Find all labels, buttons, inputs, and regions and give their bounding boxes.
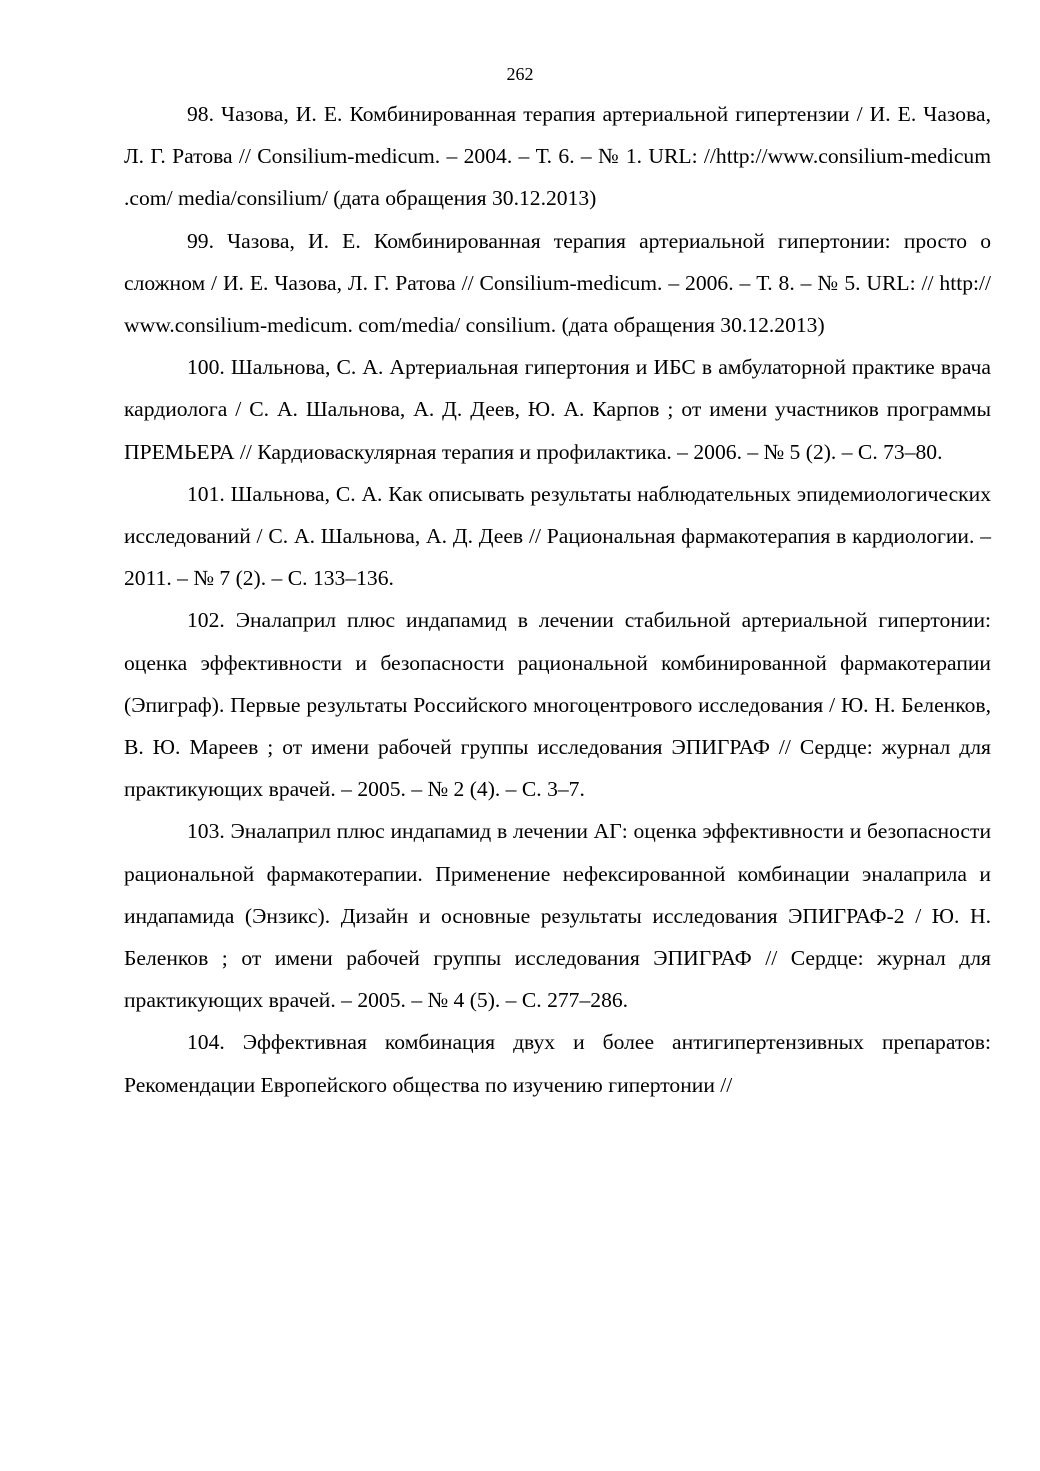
reference-103: 103. Эналаприл плюс индапамид в лечении АГ: оценка эффективности и безопасности рациональной фармакотерапии. Применение нефексированной комбинации эналаприла и индапамида (Энзикс). Дизайн и основные результаты исследования ЭПИГРАФ-2 / Ю. Н. Беленков ; от имени рабочей группы исследования ЭПИГРАФ // Сердце: журнал для практикующих врачей. – 2005. – № 4 (5). – С. 277–286. (124, 819, 991, 1013)
reference-100: 100. Шальнова, С. А. Артериальная гипертония и ИБС в амбулаторной практике врача кардиолога / С. А. Шальнова, А. Д. Деев, Ю. А. Карпов ; от имени участников программы ПРЕМЬЕРА // Кардиоваскулярная терапия и профилактика. – 2006. – № 5 (2). – С. 73–80. (124, 355, 991, 464)
page-number: 262 (506, 64, 534, 84)
reference-98: 98. Чазова, И. Е. Комбинированная терапия артериальной гипертензии / И. Е. Чазова, Л. Г. Ратова // Consilium-medicum. – 2004. – Т. 6. – № 1. URL: //http://www.consilium-medicum .com/ media/consilium/ (дата обращения 30.12.2013) (124, 102, 991, 211)
reference-102: 102. Эналаприл плюс индапамид в лечении стабильной артериальной гипертонии: оценка эффективности и безопасности рациональной комбинированной фармакотерапии (Эпиграф). Первые результаты Российского многоцентрового исследования / Ю. Н. Беленков, В. Ю. Мареев ; от имени рабочей группы исследования ЭПИГРАФ // Сердце: журнал для практикующих врачей. – 2005. – № 2 (4). – С. 3–7. (124, 608, 991, 802)
reference-list (124, 93, 991, 1106)
reference-99: 99. Чазова, И. Е. Комбинированная терапия артериальной гипертонии: просто о сложном / И. Е. Чазова, Л. Г. Ратова // Consilium-medicum. – 2006. – Т. 8. – № 5. URL: // http:// www.consilium-medicum. com/media/ consilium. (дата обращения 30.12.2013) (124, 228, 991, 338)
reference-104: 104. Эффективная комбинация двух и более антигипертензивных препаратов: Рекомендации Европейского общества по изучению гипертонии // (124, 1030, 991, 1097)
reference-101: 101. Шальнова, С. А. Как описывать результаты наблюдательных эпидемиологических исследований / С. А. Шальнова, А. Д. Деев // Рациональная фармакотерапия в кардиологии. – 2011. – № 7 (2). – С. 133–136. (124, 481, 991, 591)
